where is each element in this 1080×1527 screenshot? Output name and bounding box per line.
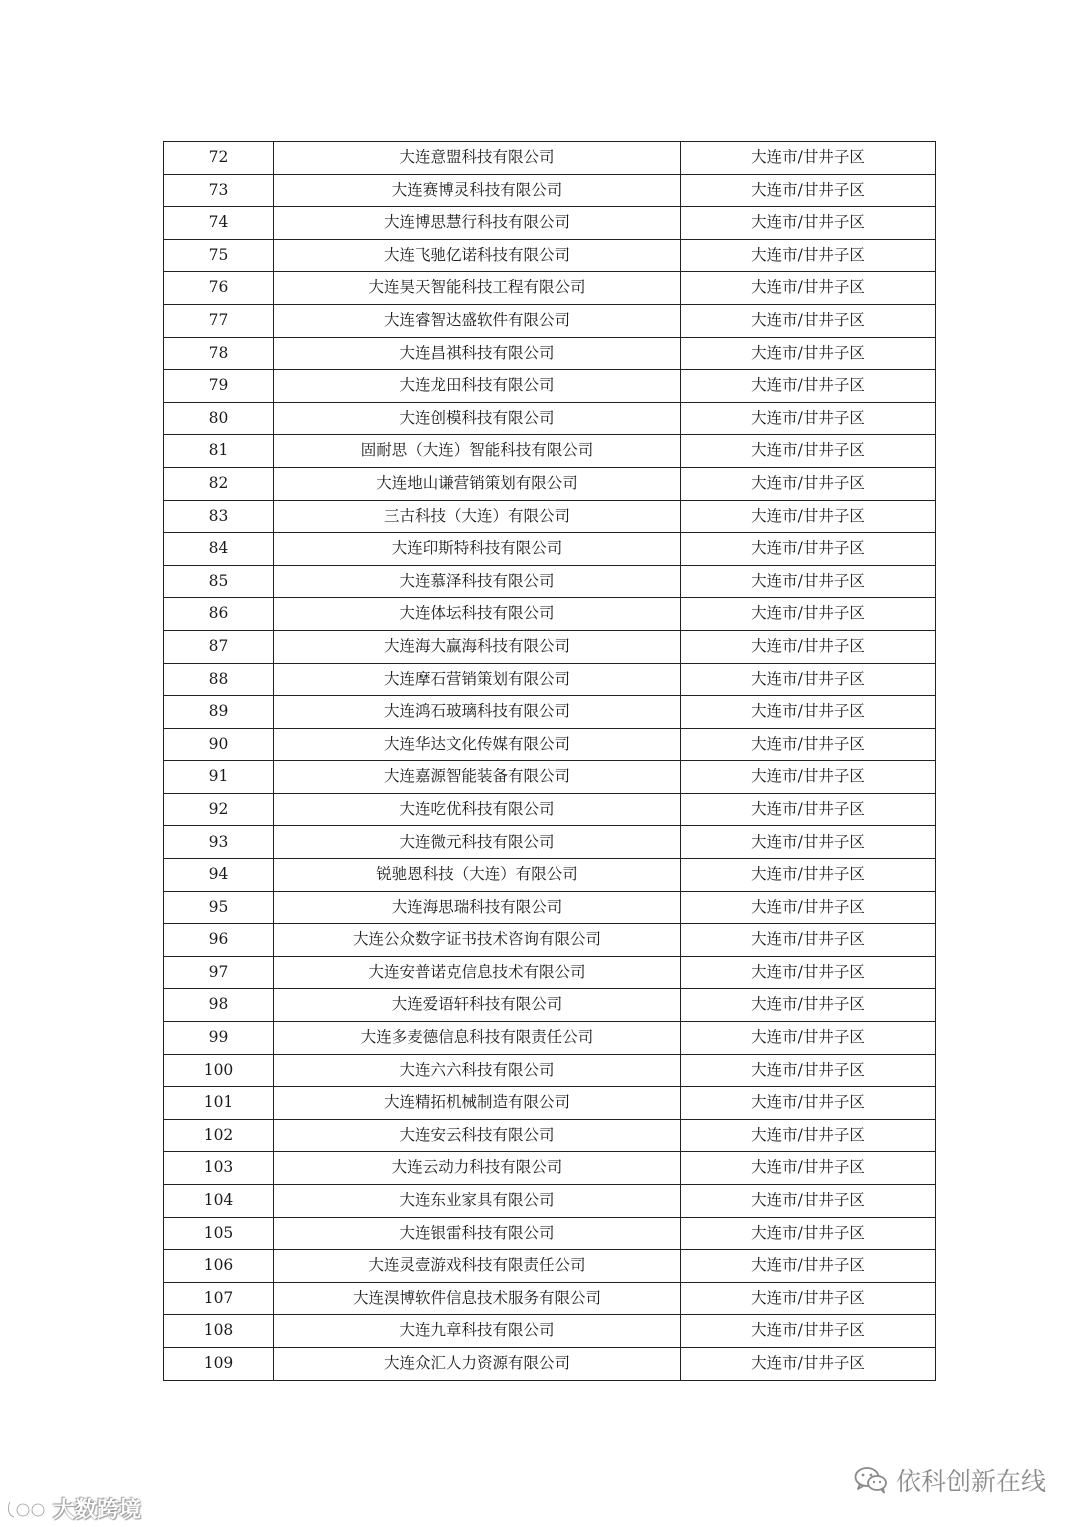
row-number: 91 bbox=[164, 761, 274, 794]
company-name: 三古科技（大连）有限公司 bbox=[274, 500, 681, 533]
table-row bbox=[164, 435, 936, 468]
row-number: 104 bbox=[164, 1185, 274, 1218]
company-name: 大连飞驰亿诺科技有限公司 bbox=[274, 239, 681, 272]
table-row bbox=[164, 1250, 936, 1283]
table-row bbox=[164, 891, 936, 924]
row-number: 102 bbox=[164, 1119, 274, 1152]
row-number: 85 bbox=[164, 565, 274, 598]
table-row bbox=[164, 1087, 936, 1120]
district: 大连市/甘井子区 bbox=[681, 1347, 936, 1380]
table-row bbox=[164, 467, 936, 500]
district: 大连市/甘井子区 bbox=[681, 467, 936, 500]
company-name: 大连龙田科技有限公司 bbox=[274, 370, 681, 403]
table-row bbox=[164, 924, 936, 957]
table-row bbox=[164, 663, 936, 696]
district: 大连市/甘井子区 bbox=[681, 174, 936, 207]
row-number: 89 bbox=[164, 696, 274, 729]
district: 大连市/甘井子区 bbox=[681, 1315, 936, 1348]
row-number: 87 bbox=[164, 630, 274, 663]
district: 大连市/甘井子区 bbox=[681, 630, 936, 663]
district: 大连市/甘井子区 bbox=[681, 304, 936, 337]
row-number: 103 bbox=[164, 1152, 274, 1185]
table-row bbox=[164, 533, 936, 566]
table-row bbox=[164, 272, 936, 305]
company-name: 大连嘉源智能装备有限公司 bbox=[274, 761, 681, 794]
company-name: 大连鸿石玻璃科技有限公司 bbox=[274, 696, 681, 729]
company-name: 大连东业家具有限公司 bbox=[274, 1185, 681, 1218]
row-number: 77 bbox=[164, 304, 274, 337]
district: 大连市/甘井子区 bbox=[681, 500, 936, 533]
district: 大连市/甘井子区 bbox=[681, 1022, 936, 1055]
company-name: 大连海思瑞科技有限公司 bbox=[274, 891, 681, 924]
district: 大连市/甘井子区 bbox=[681, 598, 936, 631]
row-number: 99 bbox=[164, 1022, 274, 1055]
district: 大连市/甘井子区 bbox=[681, 891, 936, 924]
company-name: 大连多麦德信息科技有限责任公司 bbox=[274, 1022, 681, 1055]
company-name: 大连慕泽科技有限公司 bbox=[274, 565, 681, 598]
table-row bbox=[164, 989, 936, 1022]
watermark-brand-text: 大数跨境 bbox=[53, 1498, 142, 1523]
company-name: 大连爱语轩科技有限公司 bbox=[274, 989, 681, 1022]
watermark-wechat bbox=[854, 1462, 1046, 1498]
table-row bbox=[164, 728, 936, 761]
district: 大连市/甘井子区 bbox=[681, 696, 936, 729]
table-row bbox=[164, 1022, 936, 1055]
district: 大连市/甘井子区 bbox=[681, 761, 936, 794]
row-number: 81 bbox=[164, 435, 274, 468]
district: 大连市/甘井子区 bbox=[681, 565, 936, 598]
table-row bbox=[164, 598, 936, 631]
district: 大连市/甘井子区 bbox=[681, 239, 936, 272]
table-row bbox=[164, 826, 936, 859]
district: 大连市/甘井子区 bbox=[681, 142, 936, 175]
district: 大连市/甘井子区 bbox=[681, 337, 936, 370]
row-number: 106 bbox=[164, 1250, 274, 1283]
company-name: 大连昌祺科技有限公司 bbox=[274, 337, 681, 370]
row-number: 101 bbox=[164, 1087, 274, 1120]
district: 大连市/甘井子区 bbox=[681, 924, 936, 957]
row-number: 93 bbox=[164, 826, 274, 859]
row-number: 90 bbox=[164, 728, 274, 761]
district: 大连市/甘井子区 bbox=[681, 370, 936, 403]
table-row bbox=[164, 304, 936, 337]
company-name: 大连赛博灵科技有限公司 bbox=[274, 174, 681, 207]
row-number: 108 bbox=[164, 1315, 274, 1348]
company-table bbox=[163, 141, 936, 1381]
row-number: 79 bbox=[164, 370, 274, 403]
company-name: 大连海大赢海科技有限公司 bbox=[274, 630, 681, 663]
district: 大连市/甘井子区 bbox=[681, 1054, 936, 1087]
row-number: 105 bbox=[164, 1217, 274, 1250]
brand-logo-icon bbox=[6, 1498, 48, 1520]
district: 大连市/甘井子区 bbox=[681, 1087, 936, 1120]
company-name: 大连淏博软件信息技术服务有限公司 bbox=[274, 1282, 681, 1315]
row-number: 78 bbox=[164, 337, 274, 370]
table-row bbox=[164, 859, 936, 892]
company-name: 大连九章科技有限公司 bbox=[274, 1315, 681, 1348]
table-row bbox=[164, 1119, 936, 1152]
watermark-wechat-text: 依科创新在线 bbox=[895, 1467, 1046, 1496]
company-name: 大连众汇人力资源有限公司 bbox=[274, 1347, 681, 1380]
table-row bbox=[164, 207, 936, 240]
district: 大连市/甘井子区 bbox=[681, 1119, 936, 1152]
district: 大连市/甘井子区 bbox=[681, 435, 936, 468]
table-row bbox=[164, 239, 936, 272]
row-number: 109 bbox=[164, 1347, 274, 1380]
company-name: 大连灵壹游戏科技有限责任公司 bbox=[274, 1250, 681, 1283]
company-name: 大连公众数字证书技术咨询有限公司 bbox=[274, 924, 681, 957]
district: 大连市/甘井子区 bbox=[681, 402, 936, 435]
company-name: 大连印斯特科技有限公司 bbox=[274, 533, 681, 566]
row-number: 83 bbox=[164, 500, 274, 533]
row-number: 82 bbox=[164, 467, 274, 500]
row-number: 98 bbox=[164, 989, 274, 1022]
district: 大连市/甘井子区 bbox=[681, 207, 936, 240]
row-number: 76 bbox=[164, 272, 274, 305]
row-number: 84 bbox=[164, 533, 274, 566]
table-row bbox=[164, 1152, 936, 1185]
district: 大连市/甘井子区 bbox=[681, 956, 936, 989]
company-name: 大连云动力科技有限公司 bbox=[274, 1152, 681, 1185]
company-name: 固耐思（大连）智能科技有限公司 bbox=[274, 435, 681, 468]
row-number: 72 bbox=[164, 142, 274, 175]
table-row bbox=[164, 1347, 936, 1380]
company-name: 大连银雷科技有限公司 bbox=[274, 1217, 681, 1250]
row-number: 92 bbox=[164, 793, 274, 826]
company-name: 大连微元科技有限公司 bbox=[274, 826, 681, 859]
company-name: 大连睿智达盛软件有限公司 bbox=[274, 304, 681, 337]
district: 大连市/甘井子区 bbox=[681, 989, 936, 1022]
wechat-icon bbox=[854, 1466, 888, 1494]
company-name: 大连精拓机械制造有限公司 bbox=[274, 1087, 681, 1120]
row-number: 100 bbox=[164, 1054, 274, 1087]
table-row bbox=[164, 761, 936, 794]
row-number: 95 bbox=[164, 891, 274, 924]
table-row bbox=[164, 1217, 936, 1250]
table-row bbox=[164, 370, 936, 403]
district: 大连市/甘井子区 bbox=[681, 1250, 936, 1283]
table-row bbox=[164, 174, 936, 207]
table-row bbox=[164, 696, 936, 729]
district: 大连市/甘井子区 bbox=[681, 728, 936, 761]
company-name: 大连创模科技有限公司 bbox=[274, 402, 681, 435]
table-row bbox=[164, 1315, 936, 1348]
company-name: 锐驰恩科技（大连）有限公司 bbox=[274, 859, 681, 892]
table-row bbox=[164, 402, 936, 435]
watermark-brand bbox=[6, 1493, 141, 1524]
district: 大连市/甘井子区 bbox=[681, 1152, 936, 1185]
row-number: 97 bbox=[164, 956, 274, 989]
table-row bbox=[164, 956, 936, 989]
row-number: 88 bbox=[164, 663, 274, 696]
table-row bbox=[164, 630, 936, 663]
district: 大连市/甘井子区 bbox=[681, 826, 936, 859]
district: 大连市/甘井子区 bbox=[681, 1185, 936, 1218]
row-number: 107 bbox=[164, 1282, 274, 1315]
company-name: 大连体坛科技有限公司 bbox=[274, 598, 681, 631]
company-name: 大连安普诺克信息技术有限公司 bbox=[274, 956, 681, 989]
district: 大连市/甘井子区 bbox=[681, 272, 936, 305]
table-row bbox=[164, 565, 936, 598]
table-row bbox=[164, 142, 936, 175]
table-row bbox=[164, 337, 936, 370]
district: 大连市/甘井子区 bbox=[681, 1217, 936, 1250]
company-name: 大连吃优科技有限公司 bbox=[274, 793, 681, 826]
table-row bbox=[164, 1282, 936, 1315]
row-number: 86 bbox=[164, 598, 274, 631]
row-number: 74 bbox=[164, 207, 274, 240]
company-name: 大连地山谦营销策划有限公司 bbox=[274, 467, 681, 500]
row-number: 75 bbox=[164, 239, 274, 272]
row-number: 80 bbox=[164, 402, 274, 435]
company-name: 大连六六科技有限公司 bbox=[274, 1054, 681, 1087]
district: 大连市/甘井子区 bbox=[681, 793, 936, 826]
district: 大连市/甘井子区 bbox=[681, 533, 936, 566]
district: 大连市/甘井子区 bbox=[681, 1282, 936, 1315]
company-name: 大连昊天智能科技工程有限公司 bbox=[274, 272, 681, 305]
district: 大连市/甘井子区 bbox=[681, 663, 936, 696]
table-row bbox=[164, 793, 936, 826]
company-name: 大连安云科技有限公司 bbox=[274, 1119, 681, 1152]
table-row bbox=[164, 1185, 936, 1218]
row-number: 94 bbox=[164, 859, 274, 892]
table-row bbox=[164, 500, 936, 533]
district: 大连市/甘井子区 bbox=[681, 859, 936, 892]
company-name: 大连华达文化传媒有限公司 bbox=[274, 728, 681, 761]
company-name: 大连摩石营销策划有限公司 bbox=[274, 663, 681, 696]
row-number: 73 bbox=[164, 174, 274, 207]
row-number: 96 bbox=[164, 924, 274, 957]
table-row bbox=[164, 1054, 936, 1087]
company-name: 大连意盟科技有限公司 bbox=[274, 142, 681, 175]
company-name: 大连博思慧行科技有限公司 bbox=[274, 207, 681, 240]
